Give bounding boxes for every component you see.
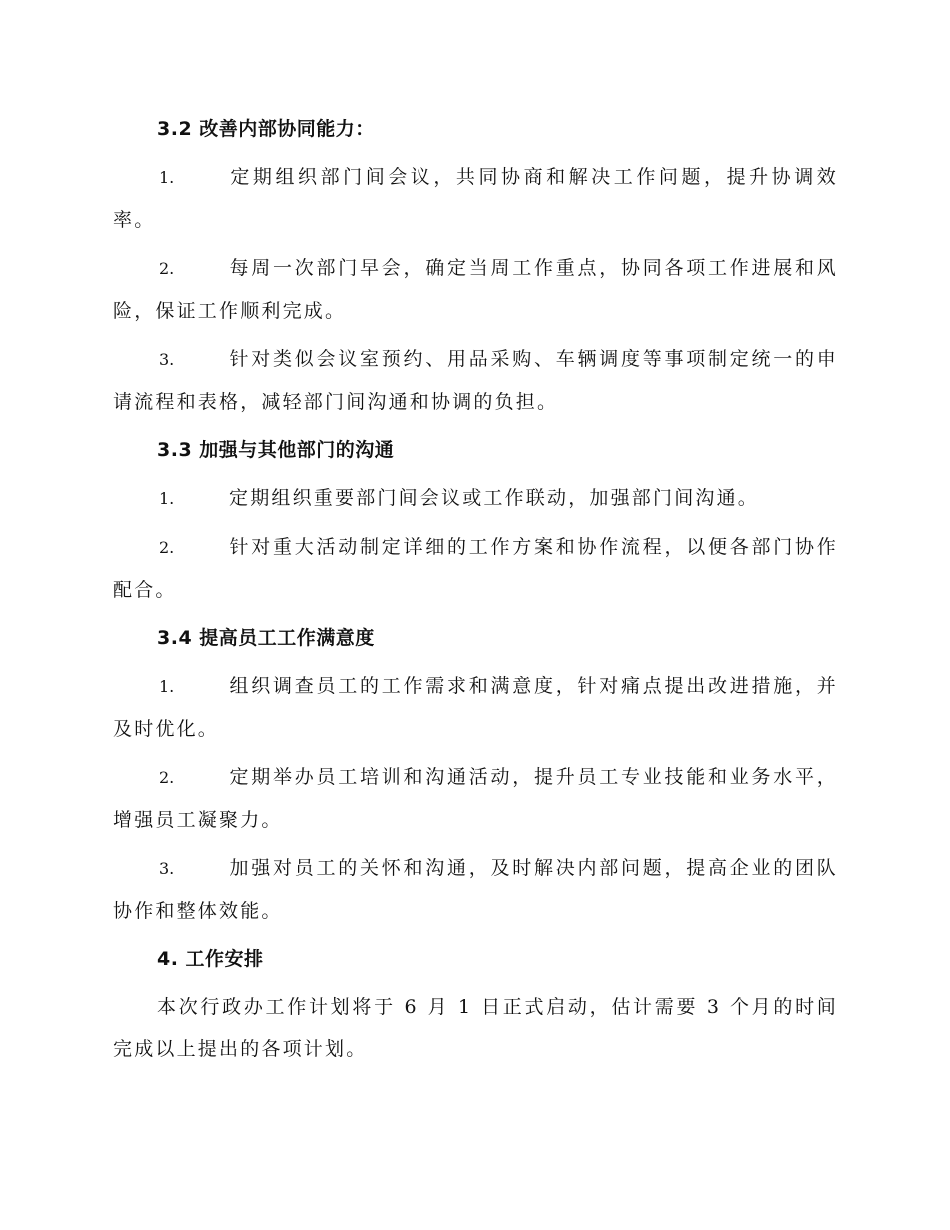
item-number: 2. <box>159 538 175 557</box>
item-text: 针对类似会议室预约、用品采购、车辆调度等事项制定统一的申请流程和表格，减轻部门间沟通和协调的负担。 <box>113 348 838 413</box>
section-heading: 3.2 改善内部协同能力： <box>157 118 375 140</box>
section-4 <box>113 938 838 1070</box>
item-text: 加强对员工的关怀和沟通，及时解决内部问题，提高企业的团队协作和整体效能。 <box>113 857 838 922</box>
section-heading: 3.4 提高员工工作满意度 <box>157 627 375 649</box>
item-text: 针对重大活动制定详细的工作方案和协作流程，以便各部门协作配合。 <box>113 536 838 601</box>
item-number: 2. <box>159 768 175 787</box>
item-number: 1. <box>159 168 175 187</box>
document-body <box>113 108 838 1070</box>
item-text: 组织调查员工的工作需求和满意度，针对痛点提出改进措施，并及时优化。 <box>113 675 838 740</box>
item-text: 每周一次部门早会，确定当周工作重点，协同各项工作进展和风险，保证工作顺利完成。 <box>113 257 838 322</box>
item-number: 1. <box>159 489 175 508</box>
list-item <box>113 338 838 423</box>
list-item <box>113 477 838 520</box>
item-number: 2. <box>159 259 175 278</box>
item-number: 1. <box>159 677 175 696</box>
section-heading: 3.3 加强与其他部门的沟通 <box>157 439 395 461</box>
list-item <box>113 756 838 841</box>
list-item <box>113 156 838 241</box>
item-number: 3. <box>159 859 175 878</box>
list-item <box>113 665 838 750</box>
schedule-paragraph: 本次行政办工作计划将于 6 月 1 日正式启动，估计需要 3 个月的时间完成以上提出的各项计划。 <box>113 996 838 1060</box>
item-text: 定期组织部门间会议，共同协商和解决工作问题，提升协调效率。 <box>113 166 838 231</box>
list-item <box>113 247 838 332</box>
item-text: 定期组织重要部门间会议或工作联动，加强部门间沟通。 <box>229 487 760 509</box>
section-3-2 <box>113 108 838 423</box>
item-text: 定期举办员工培训和沟通活动，提升员工专业技能和业务水平，增强员工凝聚力。 <box>113 766 838 831</box>
section-3-3 <box>113 429 838 611</box>
section-heading: 4. 工作安排 <box>157 948 264 970</box>
list-item <box>113 847 838 932</box>
item-number: 3. <box>159 350 175 369</box>
list-item <box>113 526 838 611</box>
section-3-4 <box>113 617 838 932</box>
